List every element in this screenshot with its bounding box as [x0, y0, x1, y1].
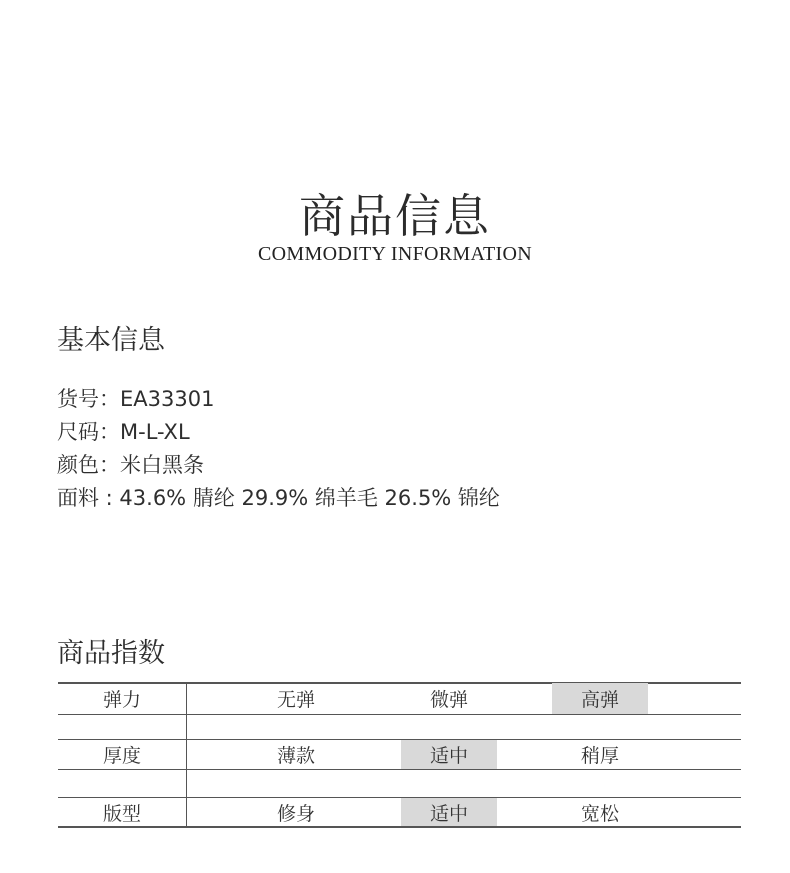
option-thickness-medium: 适中 [401, 740, 497, 769]
option-elasticity-high: 高弹 [552, 683, 648, 714]
product-index-table [58, 682, 741, 828]
row-label-elasticity: 弹力 [102, 689, 141, 711]
table-divider [58, 769, 741, 770]
row-label-thickness: 厚度 [102, 745, 141, 767]
page-title-cn: 商品信息 [299, 189, 491, 243]
option-thickness-thin: 薄款 [276, 745, 315, 767]
page-title-en: COMMODITY INFORMATION [258, 243, 532, 265]
basic-info-heading: 基本信息 [57, 325, 165, 356]
option-elasticity-slight: 微弹 [429, 689, 468, 711]
info-item-fabric: 面料 : 43.6% 腈纶 29.9% 绵羊毛 26.5% 锦纶 [57, 486, 500, 510]
table-column-divider [186, 682, 187, 828]
info-item-size: 尺码：M-L-XL [57, 420, 190, 444]
option-elasticity-none: 无弹 [276, 689, 315, 711]
option-fit-slim: 修身 [276, 802, 315, 825]
table-divider [58, 714, 741, 715]
row-label-fit: 版型 [102, 802, 141, 825]
info-item-number: 货号：EA33301 [57, 387, 215, 411]
option-thickness-thick: 稍厚 [580, 745, 619, 767]
option-fit-loose: 宽松 [580, 802, 619, 825]
option-fit-regular: 适中 [401, 798, 497, 826]
table-border-bottom [58, 826, 741, 828]
index-heading: 商品指数 [57, 638, 165, 669]
info-item-color: 颜色：米白黑条 [57, 453, 204, 477]
